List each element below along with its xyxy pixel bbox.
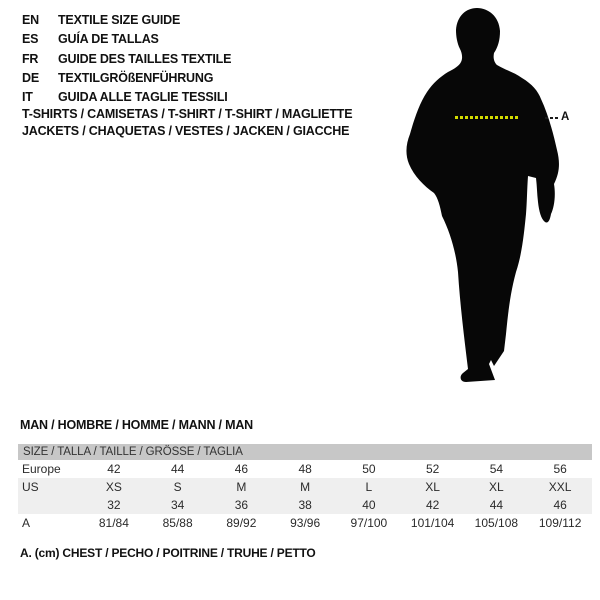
footnote-chest-measurement: A. (cm) CHEST / PECHO / POITRINE / TRUHE / PETTO [20, 546, 316, 560]
language-code: FR [22, 51, 39, 66]
section-title-man: MAN / HOMBRE / HOMME / MANN / MAN [20, 418, 253, 432]
man-silhouette [402, 6, 580, 388]
table-row [18, 478, 592, 496]
language-list [22, 11, 231, 107]
chest-measure-extension-line [545, 117, 559, 119]
table-row [18, 496, 592, 514]
row-label [18, 496, 82, 514]
language-code: IT [22, 90, 33, 105]
measure-point-a-label: A [561, 111, 570, 123]
size-cell: 101/104 [410, 516, 455, 530]
man-silhouette-path [406, 8, 559, 382]
size-cell: M [236, 480, 247, 494]
size-cell: 32 [107, 498, 121, 512]
size-table-header: SIZE / TALLA / TAILLE / GRÖSSE / TAGLIA [18, 444, 592, 460]
row-label: US [22, 480, 39, 494]
size-cell: 52 [425, 462, 440, 476]
language-label: GUIDE DES TAILLES TEXTILE [58, 51, 232, 66]
size-cell: 46 [234, 462, 249, 476]
size-cell: 48 [298, 462, 312, 476]
language-row-es [22, 30, 231, 49]
size-cell: XS [105, 480, 122, 494]
size-cell: 46 [553, 498, 567, 512]
size-table [18, 444, 592, 532]
table-row [18, 514, 592, 532]
size-cell: M [300, 480, 311, 494]
size-cell: 109/112 [538, 516, 582, 530]
size-cell: S [173, 480, 182, 494]
size-cell: 40 [362, 498, 376, 512]
size-cell: 85/88 [162, 516, 193, 530]
language-label: TEXTILGRÖßENFÜHRUNG [58, 70, 214, 85]
size-cell: 44 [489, 498, 504, 512]
size-table-body [18, 460, 592, 532]
language-label: GUIDA ALLE TAGLIE TESSILI [58, 90, 228, 105]
language-row-en [22, 11, 231, 30]
size-cell: 89/92 [226, 516, 257, 530]
size-cell: 42 [107, 462, 121, 476]
language-code: EN [22, 13, 39, 27]
size-cell: 50 [362, 462, 376, 476]
size-cell: 105/108 [474, 516, 519, 530]
size-cell: 36 [234, 498, 249, 512]
language-row-de [22, 69, 231, 88]
size-cell: 38 [298, 498, 312, 512]
language-row-it [22, 88, 231, 107]
size-cell: 54 [489, 462, 504, 476]
category-lines [22, 106, 352, 140]
size-cell: L [365, 480, 373, 494]
size-cell: 44 [170, 462, 185, 476]
language-label: GUÍA DE TALLAS [58, 32, 159, 47]
language-label: TEXTILE SIZE GUIDE [58, 13, 181, 27]
language-code: ES [22, 32, 39, 47]
table-row [18, 460, 592, 478]
size-cell: XL [425, 480, 440, 494]
category-line-jackets: JACKETS / CHAQUETAS / VESTES / JACKEN / GIACCHE [22, 124, 350, 138]
size-cell: XXL [548, 480, 572, 494]
size-cell: 97/100 [350, 516, 388, 530]
category-line-tshirts: T-SHIRTS / CAMISETAS / T-SHIRT / T-SHIRT / MAGLIETTE [22, 107, 353, 121]
man-silhouette-svg [402, 6, 580, 388]
size-cell: 93/96 [290, 516, 321, 530]
row-label: Europe [22, 462, 61, 476]
language-row-fr [22, 50, 231, 69]
language-code: DE [22, 70, 39, 85]
size-cell: 34 [170, 498, 185, 512]
size-cell: 56 [553, 462, 567, 476]
row-label: A [22, 516, 31, 530]
chest-measure-line [455, 116, 518, 119]
size-cell: 81/84 [98, 516, 129, 530]
size-cell: XL [489, 480, 504, 494]
size-cell: 42 [425, 498, 440, 512]
